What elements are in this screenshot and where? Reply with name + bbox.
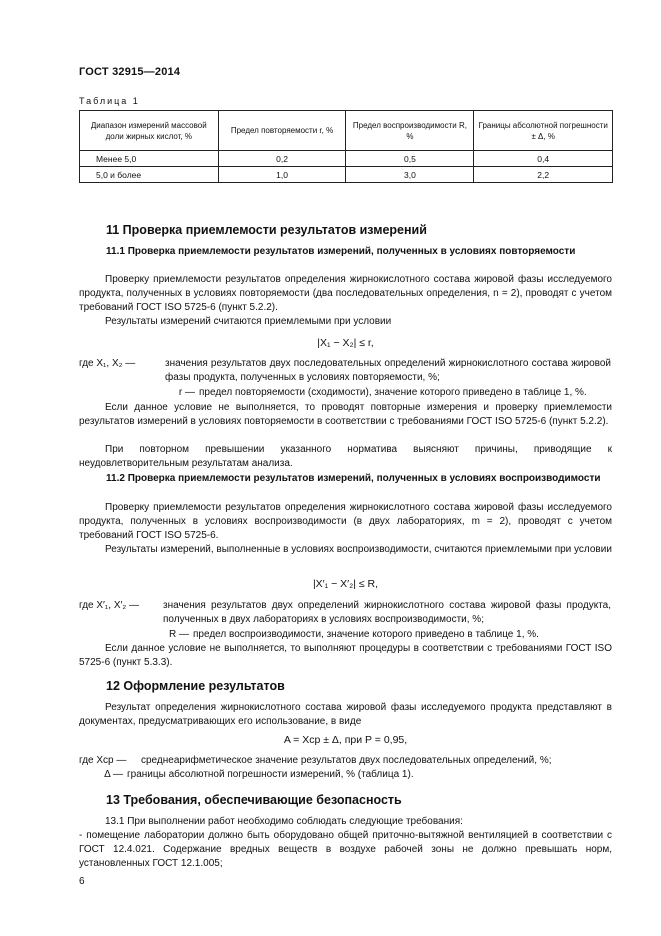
table-cell: 0,5 xyxy=(346,151,474,167)
paragraph: При повторном превышении указанного норматива выясняют причины, приводящие к неудовлетворительным результатам анализа. xyxy=(79,444,612,470)
paragraph: Если данное условие не выполняется, то проводят повторные измерения и проверку приемлемости результатов измерений в условиях повторяемости в соответствии с требованиями ГОСТ ISO 5725-6 (пункт 5.2.2). xyxy=(79,402,612,428)
table-cell: 1,0 xyxy=(218,167,346,183)
page-number: 6 xyxy=(79,876,85,887)
table-header-row xyxy=(80,111,613,151)
section-12-title: 12 Оформление результатов xyxy=(106,679,285,693)
definition-term: r — xyxy=(178,387,195,398)
table-row xyxy=(80,151,613,167)
table-caption: Таблица 1 xyxy=(79,96,140,106)
definition-text: среднеарифметическое значение результатов двух последовательных определений, %; xyxy=(141,755,552,766)
definition-term: Δ — xyxy=(104,769,123,780)
definition-text: значения результатов двух последовательных определений жирнокислотного состава жировой фазы продукта, полученных в условиях повторяемости, %; xyxy=(165,358,611,384)
paragraph: Результаты измерений, выполненные в условиях воспроизводимости, считаются приемлемыми при условии xyxy=(105,544,612,555)
definition-text: предел воспроизводимости, значение которого приведено в таблице 1, %. xyxy=(193,629,539,640)
section-13-title: 13 Требования, обеспечивающие безопасность xyxy=(106,793,402,807)
document-header: ГОСТ 32915—2014 xyxy=(79,66,181,78)
definition-term: R — xyxy=(169,629,189,640)
formula-reproducibility: |X′₁ − X′₂| ≤ R, xyxy=(312,578,379,590)
paragraph: 13.1 При выполнении работ необходимо соблюдать следующие требования: xyxy=(105,816,463,827)
table-1 xyxy=(79,110,613,183)
table-cell: 5,0 и более xyxy=(80,167,219,183)
definition-text: предел повторяемости (сходимости), значение которого приведено в таблице 1, %. xyxy=(199,387,587,398)
table-header-cell: Предел воспроизводимости R, % xyxy=(346,111,474,151)
table-header-cell: Границы абсолютной погрешности ± Δ, % xyxy=(474,111,613,151)
table-cell: 0,4 xyxy=(474,151,613,167)
formula-result: A = Xср ± Δ, при P = 0,95, xyxy=(283,734,408,746)
paragraph: Проверку приемлемости результатов определения жирнокислотного состава жировой фазы исследуемого продукта, полученных в условиях повторяемости (два последовательных определения, n = 2), проводят с учетом требований ГОСТ ISO 5725-6 (пункт 5.2.2). xyxy=(79,274,612,314)
definition-term: где X′₁, X′₂ — xyxy=(79,600,140,611)
section-11-2-title: 11.2 Проверка приемлемости результатов измерений, полученных в условиях воспроизводимости xyxy=(106,473,601,484)
table-header-cell: Диапазон измерений массовой доли жирных кислот, % xyxy=(80,111,219,151)
formula-repeatability: |X₁ − X₂| ≤ r, xyxy=(317,337,374,349)
definition-text: границы абсолютной погрешности измерений, % (таблица 1). xyxy=(127,769,414,780)
table-cell: Менее 5,0 xyxy=(80,151,219,167)
paragraph: Проверку приемлемости результатов определения жирнокислотного состава жировой фазы исследуемого продукта, полученных в условиях воспроизводимости (в двух лабораториях, m = 2), проводят с учетом требований ГОСТ ISO 5725-6. xyxy=(79,502,612,542)
paragraph: Результат определения жирнокислотного состава жировой фазы исследуемого продукта представляют в документах, предусматривающих его использование, в виде xyxy=(79,702,612,728)
definition-term: где X₁, X₂ — xyxy=(79,358,136,369)
section-11-1-title: 11.1 Проверка приемлемости результатов измерений, полученных в условиях повторяемости xyxy=(106,246,576,257)
table-header-cell: Предел повторяемости r, % xyxy=(218,111,346,151)
table-row xyxy=(80,167,613,183)
definition-text: значения результатов двух определений жирнокислотного состава жировой фазы продукта, полученных в двух лабораториях в условиях воспроизводимости, %; xyxy=(163,600,611,626)
paragraph: - помещение лаборатории должно быть оборудовано общей приточно-вытяжной вентиляцией в соответствии с ГОСТ 12.4.021. Содержание вредных веществ в воздухе рабочей зоны не должно превышать норм, установленных ГОСТ 12.1.005; xyxy=(79,830,612,870)
table-cell: 3,0 xyxy=(346,167,474,183)
table-cell: 0,2 xyxy=(218,151,346,167)
section-11-title: 11 Проверка приемлемости результатов измерений xyxy=(106,223,427,237)
table-cell: 2,2 xyxy=(474,167,613,183)
definition-term: где Xср — xyxy=(79,755,127,766)
paragraph: Результаты измерений считаются приемлемыми при условии xyxy=(105,316,392,327)
paragraph: Если данное условие не выполняется, то выполняют процедуры в соответствии с требованиями ГОСТ ISO 5725-6 (пункт 5.3.3). xyxy=(79,643,612,669)
